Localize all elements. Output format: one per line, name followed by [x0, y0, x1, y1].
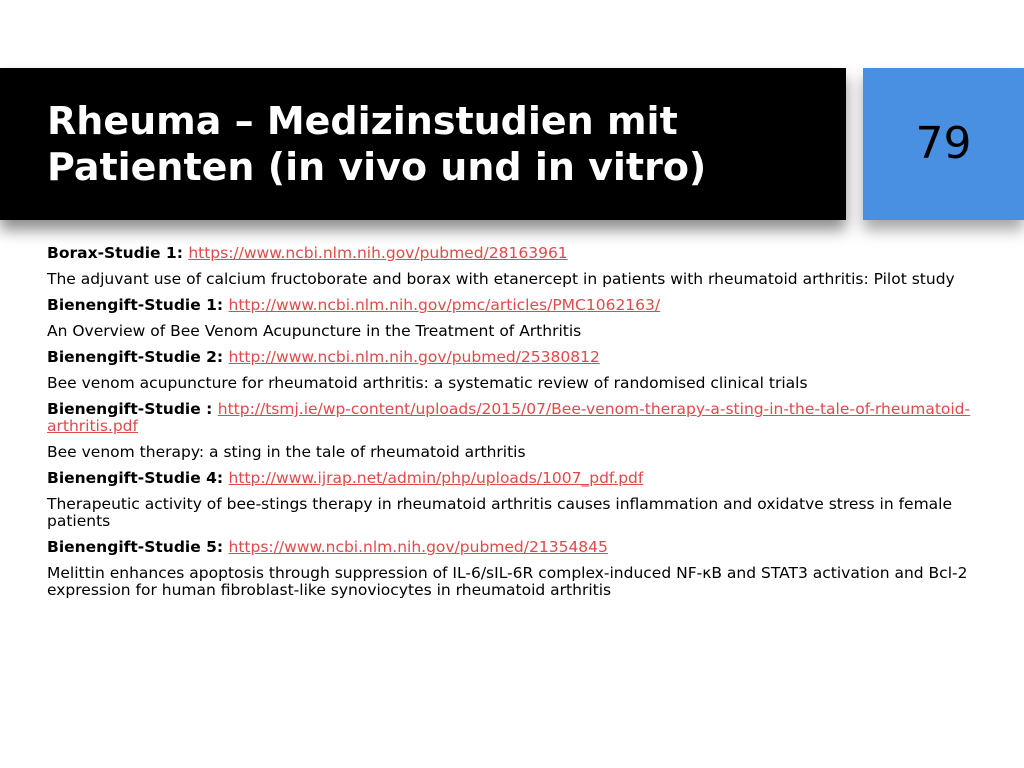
study-description: The adjuvant use of calcium fructoborate and borax with etanercept in patients with rheumatoid arthritis: Pilot study: [47, 270, 955, 288]
study-label: Bienengift-Studie 1:: [47, 296, 229, 314]
study-label: Bienengift-Studie 5:: [47, 538, 229, 556]
study-entry-bienengift-3: [47, 401, 987, 435]
study-entry-bienengift-4: [47, 470, 987, 487]
study-label: Bienengift-Studie :: [47, 400, 218, 418]
study-list: [47, 245, 987, 608]
page-number: 79: [915, 118, 972, 169]
study-label: Borax-Studie 1:: [47, 244, 189, 262]
study-entry-bienengift-5: [47, 539, 987, 556]
study-link[interactable]: http://tsmj.ie/wp-content/uploads/2015/07/Bee-venom-therapy-a-sting-in-the-tale-of-rheumatoid-arthritis.pdf: [47, 400, 971, 435]
study-link[interactable]: http://www.ncbi.nlm.nih.gov/pmc/articles/PMC1062163/: [228, 296, 661, 314]
study-entry-borax-1: [47, 245, 987, 262]
study-entry-bienengift-2: [47, 349, 987, 366]
study-label: Bienengift-Studie 2:: [47, 348, 229, 366]
study-link[interactable]: https://www.ncbi.nlm.nih.gov/pubmed/21354845: [228, 538, 608, 556]
slide-title: Rheuma – Medizinstudien mit Patienten (in vivo und in vitro): [47, 99, 707, 189]
study-description: An Overview of Bee Venom Acupuncture in the Treatment of Arthritis: [47, 322, 582, 340]
study-link[interactable]: http://www.ncbi.nlm.nih.gov/pubmed/25380812: [228, 348, 600, 366]
study-description: Therapeutic activity of bee-stings therapy in rheumatoid arthritis causes inflammation and oxidatve stress in female patients: [47, 495, 953, 530]
study-link[interactable]: https://www.ncbi.nlm.nih.gov/pubmed/28163961: [188, 244, 568, 262]
study-description: Bee venom acupuncture for rheumatoid arthritis: a systematic review of randomised clinical trials: [47, 374, 808, 392]
study-link[interactable]: http://www.ijrap.net/admin/php/uploads/1007_pdf.pdf: [228, 469, 644, 487]
study-description: Bee venom therapy: a sting in the tale of rheumatoid arthritis: [47, 443, 526, 461]
study-entry-bienengift-1: [47, 297, 987, 314]
study-label: Bienengift-Studie 4:: [47, 469, 229, 487]
study-description: Melittin enhances apoptosis through suppression of IL-6/sIL-6R complex-induced NF-κB and STAT3 activation and Bcl-2 expression for human fibroblast-like synoviocytes in rheumatoid arthritis: [47, 564, 968, 599]
